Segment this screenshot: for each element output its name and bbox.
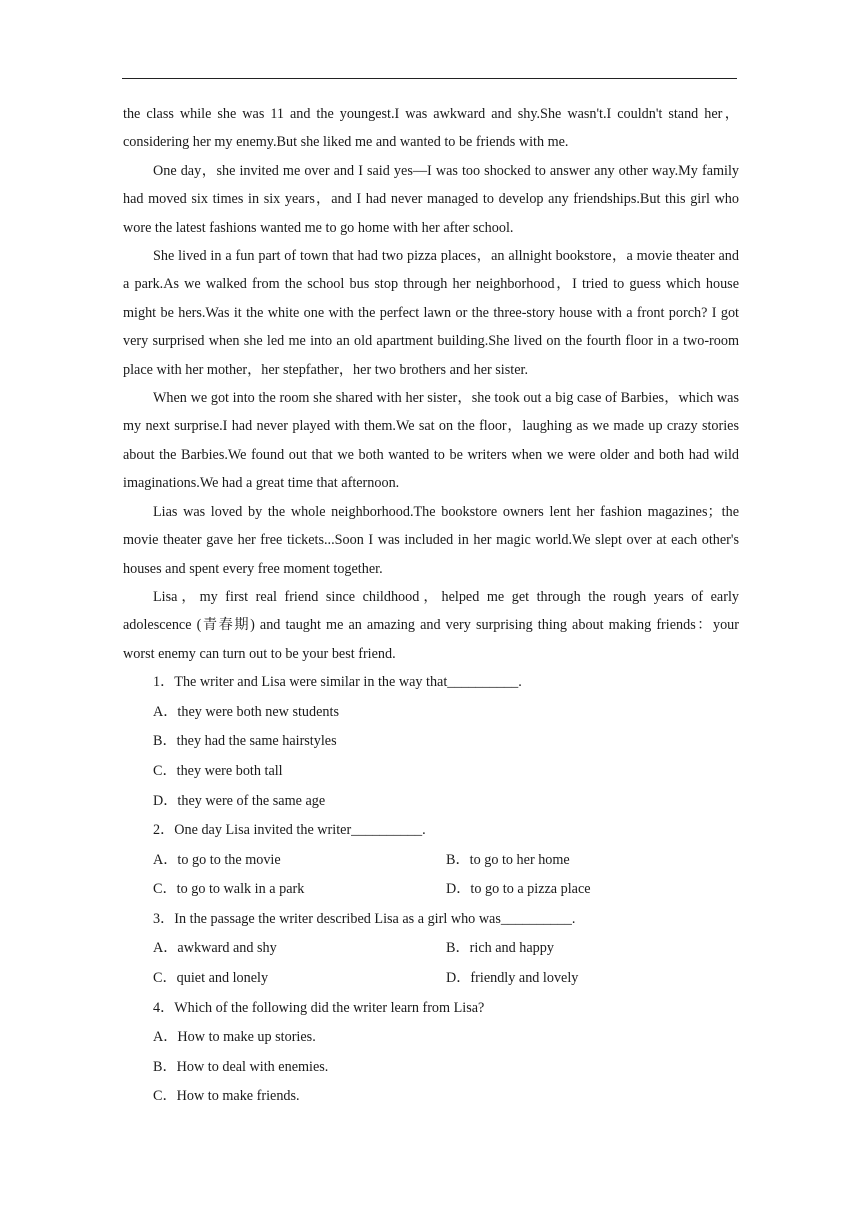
passage-paragraph-2: One day，she invited me over and I said yes—I was too shocked to answer any other way.My family had moved six times in six years，and I had never managed to develop any friendships.But this girl who wore the latest fashions wanted me to go home with her after school.	[123, 162, 739, 236]
passage-paragraph-4: When we got into the room she shared with her sister，she took out a big case of Barbies，which was my next surprise.I had never played with them.We sat on the floor，laughing as we made up crazy stories about the Barbies.We found out that we both wanted to be writers when we were older and both had wild imaginations.We had a great time that afternoon.	[123, 390, 739, 492]
option-row	[123, 964, 739, 994]
passage-paragraph-1: the class while she was 11 and the youngest.I was awkward and shy.She wasn't.I couldn't stand her，considering her my enemy.But she liked me and wanted to be friends with me.	[123, 106, 739, 151]
option-c: C．they were both tall	[153, 762, 283, 779]
option-c: C．quiet and lonely	[153, 970, 269, 987]
option-row	[123, 934, 739, 964]
question-4	[123, 994, 739, 1112]
option-b: B．to go to her home	[446, 851, 570, 868]
question-stem: 4．Which of the following did the writer learn from Lisa?	[153, 999, 485, 1016]
passage-paragraph-5: Lias was loved by the whole neighborhood.The bookstore owners lent her fashion magazines；the movie theater gave her free tickets...Soon I was included in her magic world.We slept over at each other's houses and spent every free moment together.	[123, 503, 739, 577]
passage-paragraph-3: She lived in a fun part of town that had two pizza places，an allnight bookstore，a movie theater and a park.As we walked from the school bus stop through her neighborhood，I tried to guess which house might be hers.Was it the white one with the perfect lawn or the three-story house with a front porch? I got very surprised when she led me into an old apartment building.She lived on the fourth floor in a two-room place with her mother，her stepfather，her two brothers and her sister.	[123, 248, 739, 378]
option-b: B．rich and happy	[446, 940, 554, 957]
option-b: B．How to deal with enemies.	[153, 1058, 329, 1075]
question-stem: 3．In the passage the writer described Lisa as a girl who was__________.	[153, 910, 576, 927]
option-row	[123, 846, 739, 876]
option-a: A．to go to the movie	[153, 851, 281, 868]
question-1	[123, 668, 739, 816]
option-d: D．friendly and lovely	[446, 970, 579, 987]
option-row	[123, 875, 739, 905]
question-2	[123, 816, 739, 905]
option-a: A．they were both new students	[153, 703, 339, 720]
option-d: D．they were of the same age	[153, 792, 326, 809]
passage-paragraph-6: Lisa，my first real friend since childhood，helped me get through the rough years of early adolescence (青春期) and taught me an amazing and very surprising thing about making friends：your worst enemy can turn out to be your best friend.	[123, 588, 739, 662]
question-3	[123, 905, 739, 994]
option-b: B．they had the same hairstyles	[153, 733, 337, 750]
question-stem: 2．One day Lisa invited the writer__________.	[153, 822, 426, 839]
option-c: C．to go to walk in a park	[153, 881, 305, 898]
header-rule	[122, 78, 737, 79]
option-d: D．to go to a pizza place	[446, 881, 591, 898]
option-a: A．awkward and shy	[153, 940, 277, 957]
option-c: C．How to make friends.	[153, 1088, 300, 1105]
question-stem: 1．The writer and Lisa were similar in the way that__________.	[153, 674, 522, 691]
document-content	[123, 100, 739, 1112]
option-a: A．How to make up stories.	[153, 1029, 316, 1046]
